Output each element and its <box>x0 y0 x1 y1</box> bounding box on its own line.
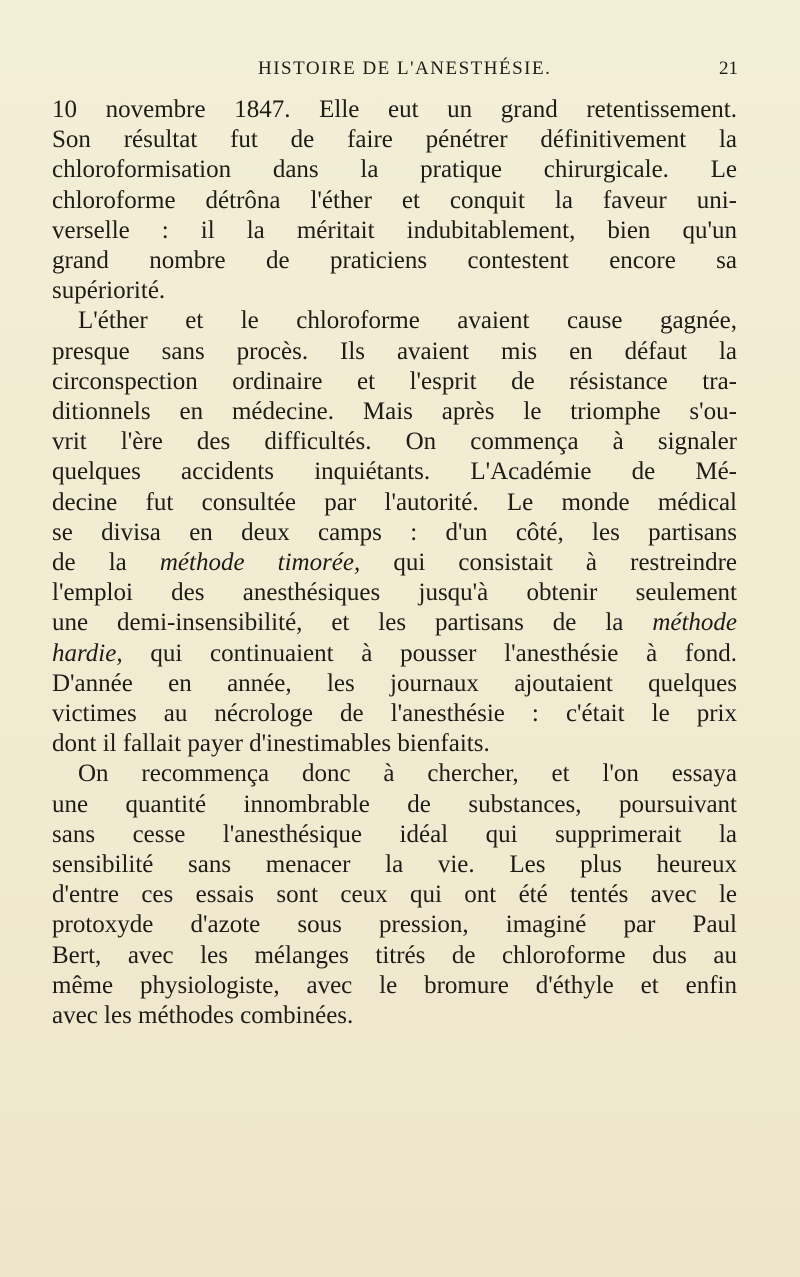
text-line: decine fut consultée par l'autorité. Le monde médical <box>52 488 737 516</box>
text-line: victimes au nécrologe de l'anesthésie : c'était le prix <box>52 700 737 728</box>
text-line: Bert, avec les mélanges titrés de chloroforme dus au <box>52 941 737 969</box>
running-title: HISTOIRE DE L'ANESTHÉSIE. <box>258 58 552 79</box>
italic-term: hardie, <box>52 639 123 667</box>
text-line: une quantité innombrable de substances, poursuivant <box>52 790 737 818</box>
paragraph-3 <box>52 759 737 1031</box>
text-line: Son résultat fut de faire pénétrer définitivement la <box>52 126 737 154</box>
text-line: même physiologiste, avec le bromure d'éthyle et enfin <box>52 971 737 999</box>
text-line: dont il fallait payer d'inestimables bienfaits. <box>52 730 490 758</box>
text-line <box>52 639 737 669</box>
text-line <box>52 608 737 638</box>
text-fragment: de la <box>52 549 127 577</box>
text-line: se divisa en deux camps : d'un côté, les partisans <box>52 518 737 546</box>
body-text <box>52 95 737 1031</box>
text-line: presque sans procès. Ils avaient mis en défaut la <box>52 337 737 365</box>
text-line: 10 novembre 1847. Elle eut un grand retentissement. <box>52 96 737 123</box>
paragraph-2 <box>52 306 737 759</box>
text-line: L'éther et le chloroforme avaient cause gagnée, <box>78 307 737 335</box>
text-line <box>52 548 737 578</box>
text-fragment: une demi-insensibilité, et les partisans de la <box>52 609 624 637</box>
paragraph-1 <box>52 95 737 306</box>
text-line: sans cesse l'anesthésique idéal qui supprimerait la <box>52 820 737 848</box>
italic-term: méthode timorée, <box>159 549 361 577</box>
running-header <box>258 58 738 86</box>
text-line: vrit l'ère des difficultés. On commença à signaler <box>52 428 737 456</box>
text-line: protoxyde d'azote sous pression, imaginé par Paul <box>52 911 737 939</box>
text-line: avec les méthodes combinées. <box>52 1002 354 1030</box>
text-line: chloroformisation dans la pratique chirurgicale. Le <box>52 156 737 184</box>
text-fragment: qui continuaient à pousser l'anesthésie à fond. <box>150 639 738 667</box>
text-line: circonspection ordinaire et l'esprit de résistance tra- <box>52 367 737 395</box>
text-line: l'emploi des anesthésiques jusqu'à obtenir seulement <box>52 579 737 607</box>
text-line: d'entre ces essais sont ceux qui ont été tentés avec le <box>52 881 737 909</box>
text-line: D'année en année, les journaux ajoutaient quelques <box>52 669 737 697</box>
text-line: On recommença donc à chercher, et l'on essaya <box>78 760 737 788</box>
text-line: grand nombre de praticiens contestent encore sa <box>52 247 737 275</box>
text-line: verselle : il la méritait indubitablement, bien qu'un <box>52 216 737 244</box>
text-line: supériorité. <box>52 277 166 305</box>
text-line: ditionnels en médecine. Mais après le triomphe s'ou- <box>52 398 737 426</box>
italic-term: méthode <box>652 609 738 637</box>
page-number: 21 <box>719 58 738 79</box>
text-line: sensibilité sans menacer la vie. Les plus heureux <box>52 851 737 879</box>
text-fragment: qui consistait à restreindre <box>393 549 738 577</box>
text-line: chloroforme détrôna l'éther et conquit la faveur uni- <box>52 186 737 214</box>
text-line: quelques accidents inquiétants. L'Académie de Mé- <box>52 458 737 486</box>
